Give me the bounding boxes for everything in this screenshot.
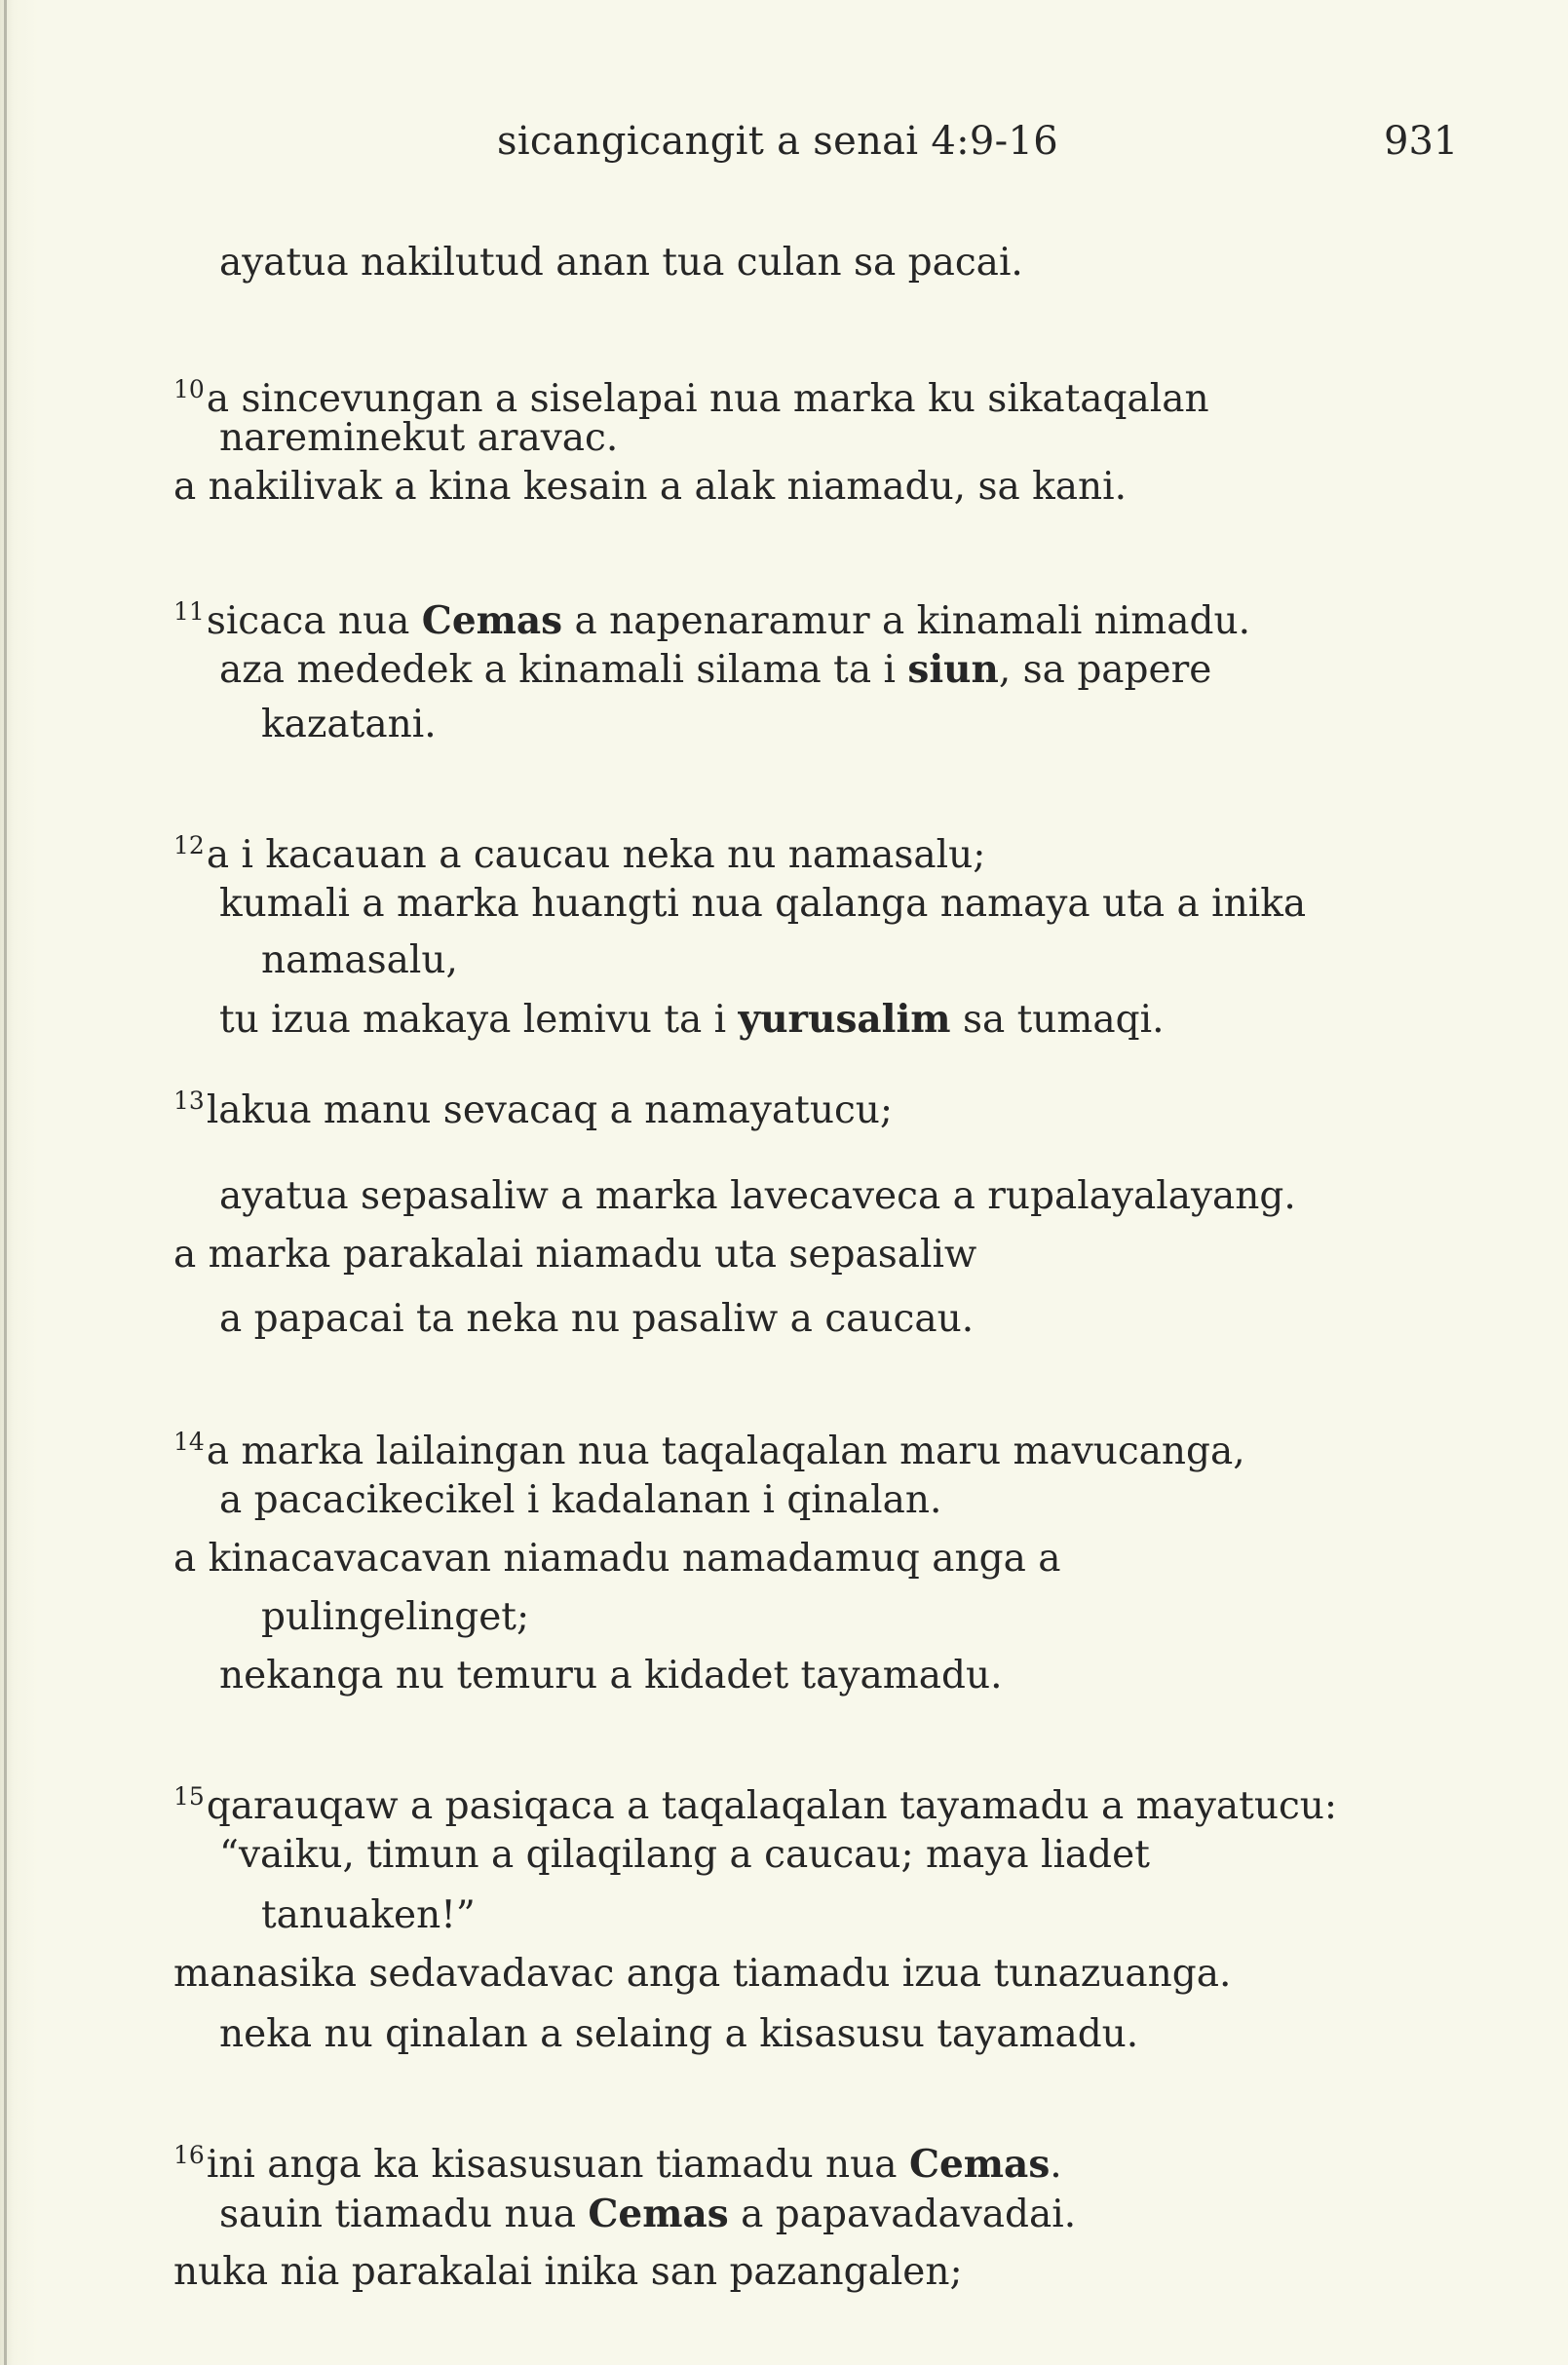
text-line xyxy=(219,1653,1002,1699)
verse-text: kazatani. xyxy=(261,703,437,746)
verse-text: pulingelinget; xyxy=(261,1595,530,1639)
text-line xyxy=(261,1892,476,1939)
verse-text: nuka nia parakalai inika san pazangalen; xyxy=(173,2250,963,2294)
verse-text: nareminekut aravac. xyxy=(219,416,619,460)
verse-text: aza mededek a kinamali silama ta i xyxy=(219,648,908,692)
verse-text: a sincevungan a siselapai nua marka ku sikataqalan xyxy=(206,377,1209,421)
text-line xyxy=(173,1232,976,1278)
bold-term: siun xyxy=(907,647,999,692)
verse-text: a papacai ta neka nu pasaliw a caucau. xyxy=(219,1297,975,1341)
verse-text: sicaca nua xyxy=(206,599,422,643)
text-line xyxy=(261,1594,529,1641)
text-line xyxy=(219,881,1306,928)
bold-term: Cemas xyxy=(908,2142,1051,2187)
verse-text: nekanga nu temuru a kidadet tayamadu. xyxy=(219,1654,1003,1697)
verse-number: 11 xyxy=(173,597,205,626)
verse-text: a napenaramur a kinamali nimadu. xyxy=(562,599,1251,643)
verse-number: 10 xyxy=(173,375,205,403)
text-line xyxy=(173,1951,1231,1998)
text-line xyxy=(219,2191,1076,2238)
verse-text: ayatua sepasaliw a marka lavecaveca a rupalayalayang. xyxy=(219,1174,1296,1218)
text-line xyxy=(173,1419,1245,1475)
text-line xyxy=(173,2132,1062,2189)
text-line xyxy=(173,1774,1337,1830)
verse-text: tanuaken!” xyxy=(261,1893,476,1937)
verse-text: tu izua makaya lemivu ta i xyxy=(219,998,739,1042)
bold-term: Cemas xyxy=(588,2192,729,2236)
text-line xyxy=(173,822,985,879)
text-line xyxy=(219,2011,1138,2058)
verse-text: neka nu qinalan a selaing a kisasusu tayamadu. xyxy=(219,2012,1139,2056)
verse-number: 14 xyxy=(173,1428,205,1456)
bold-term: Cemas xyxy=(421,598,563,643)
verse-number: 15 xyxy=(173,1782,205,1811)
verse-text: a marka parakalai niamadu uta sepasaliw xyxy=(173,1233,977,1277)
verse-text: a pacacikecikel i kadalanan i qinalan. xyxy=(219,1478,942,1522)
spine-shadow xyxy=(4,0,7,2365)
verse-text: a marka lailaingan nua taqalaqalan maru mavucanga, xyxy=(206,1430,1245,1473)
verse-text: , sa papere xyxy=(998,648,1212,692)
verse-text: ini anga ka kisasusuan tiamadu nua xyxy=(206,2143,909,2187)
verse-text: a kinacavacavan niamadu namadamuq anga a xyxy=(173,1537,1061,1581)
text-line xyxy=(173,2249,963,2296)
verse-text: manasika sedavadavac anga tiamadu izua tunazuanga. xyxy=(173,1952,1232,1996)
text-line xyxy=(219,996,1165,1044)
verse-text: sauin tiamadu nua xyxy=(219,2193,589,2236)
text-line xyxy=(219,415,618,462)
text-line xyxy=(219,1832,1150,1879)
verse-text: namasalu, xyxy=(261,938,458,982)
text-line xyxy=(219,1477,941,1524)
verse-text: a nakilivak a kina kesain a alak niamadu, sa kani. xyxy=(173,465,1128,509)
bold-term: yurusalim xyxy=(738,997,951,1042)
text-line xyxy=(219,240,1023,286)
verse-text: ayatua nakilutud anan tua culan sa pacai. xyxy=(219,241,1023,285)
verse-text: lakua manu sevacaq a namayatucu; xyxy=(206,1088,894,1132)
page-number: 931 xyxy=(1384,119,1459,164)
verse-text: a i kacauan a caucau neka nu namasalu; xyxy=(206,833,986,877)
text-line xyxy=(173,464,1127,511)
verse-text: kumali a marka huangti nua qalanga namaya uta a inika xyxy=(219,882,1307,926)
verse-text: a papavadavadai. xyxy=(728,2193,1077,2236)
verse-text: . xyxy=(1050,2143,1062,2187)
verse-text: qarauqaw a pasiqaca a taqalaqalan tayamadu a mayatucu: xyxy=(206,1784,1338,1828)
verse-text: “vaiku, timun a qilaqilang a caucau; maya liadet xyxy=(219,1833,1150,1877)
text-line xyxy=(173,1078,893,1134)
text-line xyxy=(173,589,1250,645)
verse-number: 16 xyxy=(173,2141,205,2169)
text-line xyxy=(219,646,1211,694)
text-line xyxy=(173,1536,1060,1583)
verse-number: 12 xyxy=(173,831,205,859)
verse-number: 13 xyxy=(173,1087,205,1115)
text-line xyxy=(261,702,437,748)
text-line xyxy=(219,1296,974,1343)
verse-text: sa tumaqi. xyxy=(950,998,1165,1042)
running-title: sicangicangit a senai 4:9-16 xyxy=(497,119,1058,164)
text-line xyxy=(219,1173,1296,1220)
text-line xyxy=(261,937,458,984)
